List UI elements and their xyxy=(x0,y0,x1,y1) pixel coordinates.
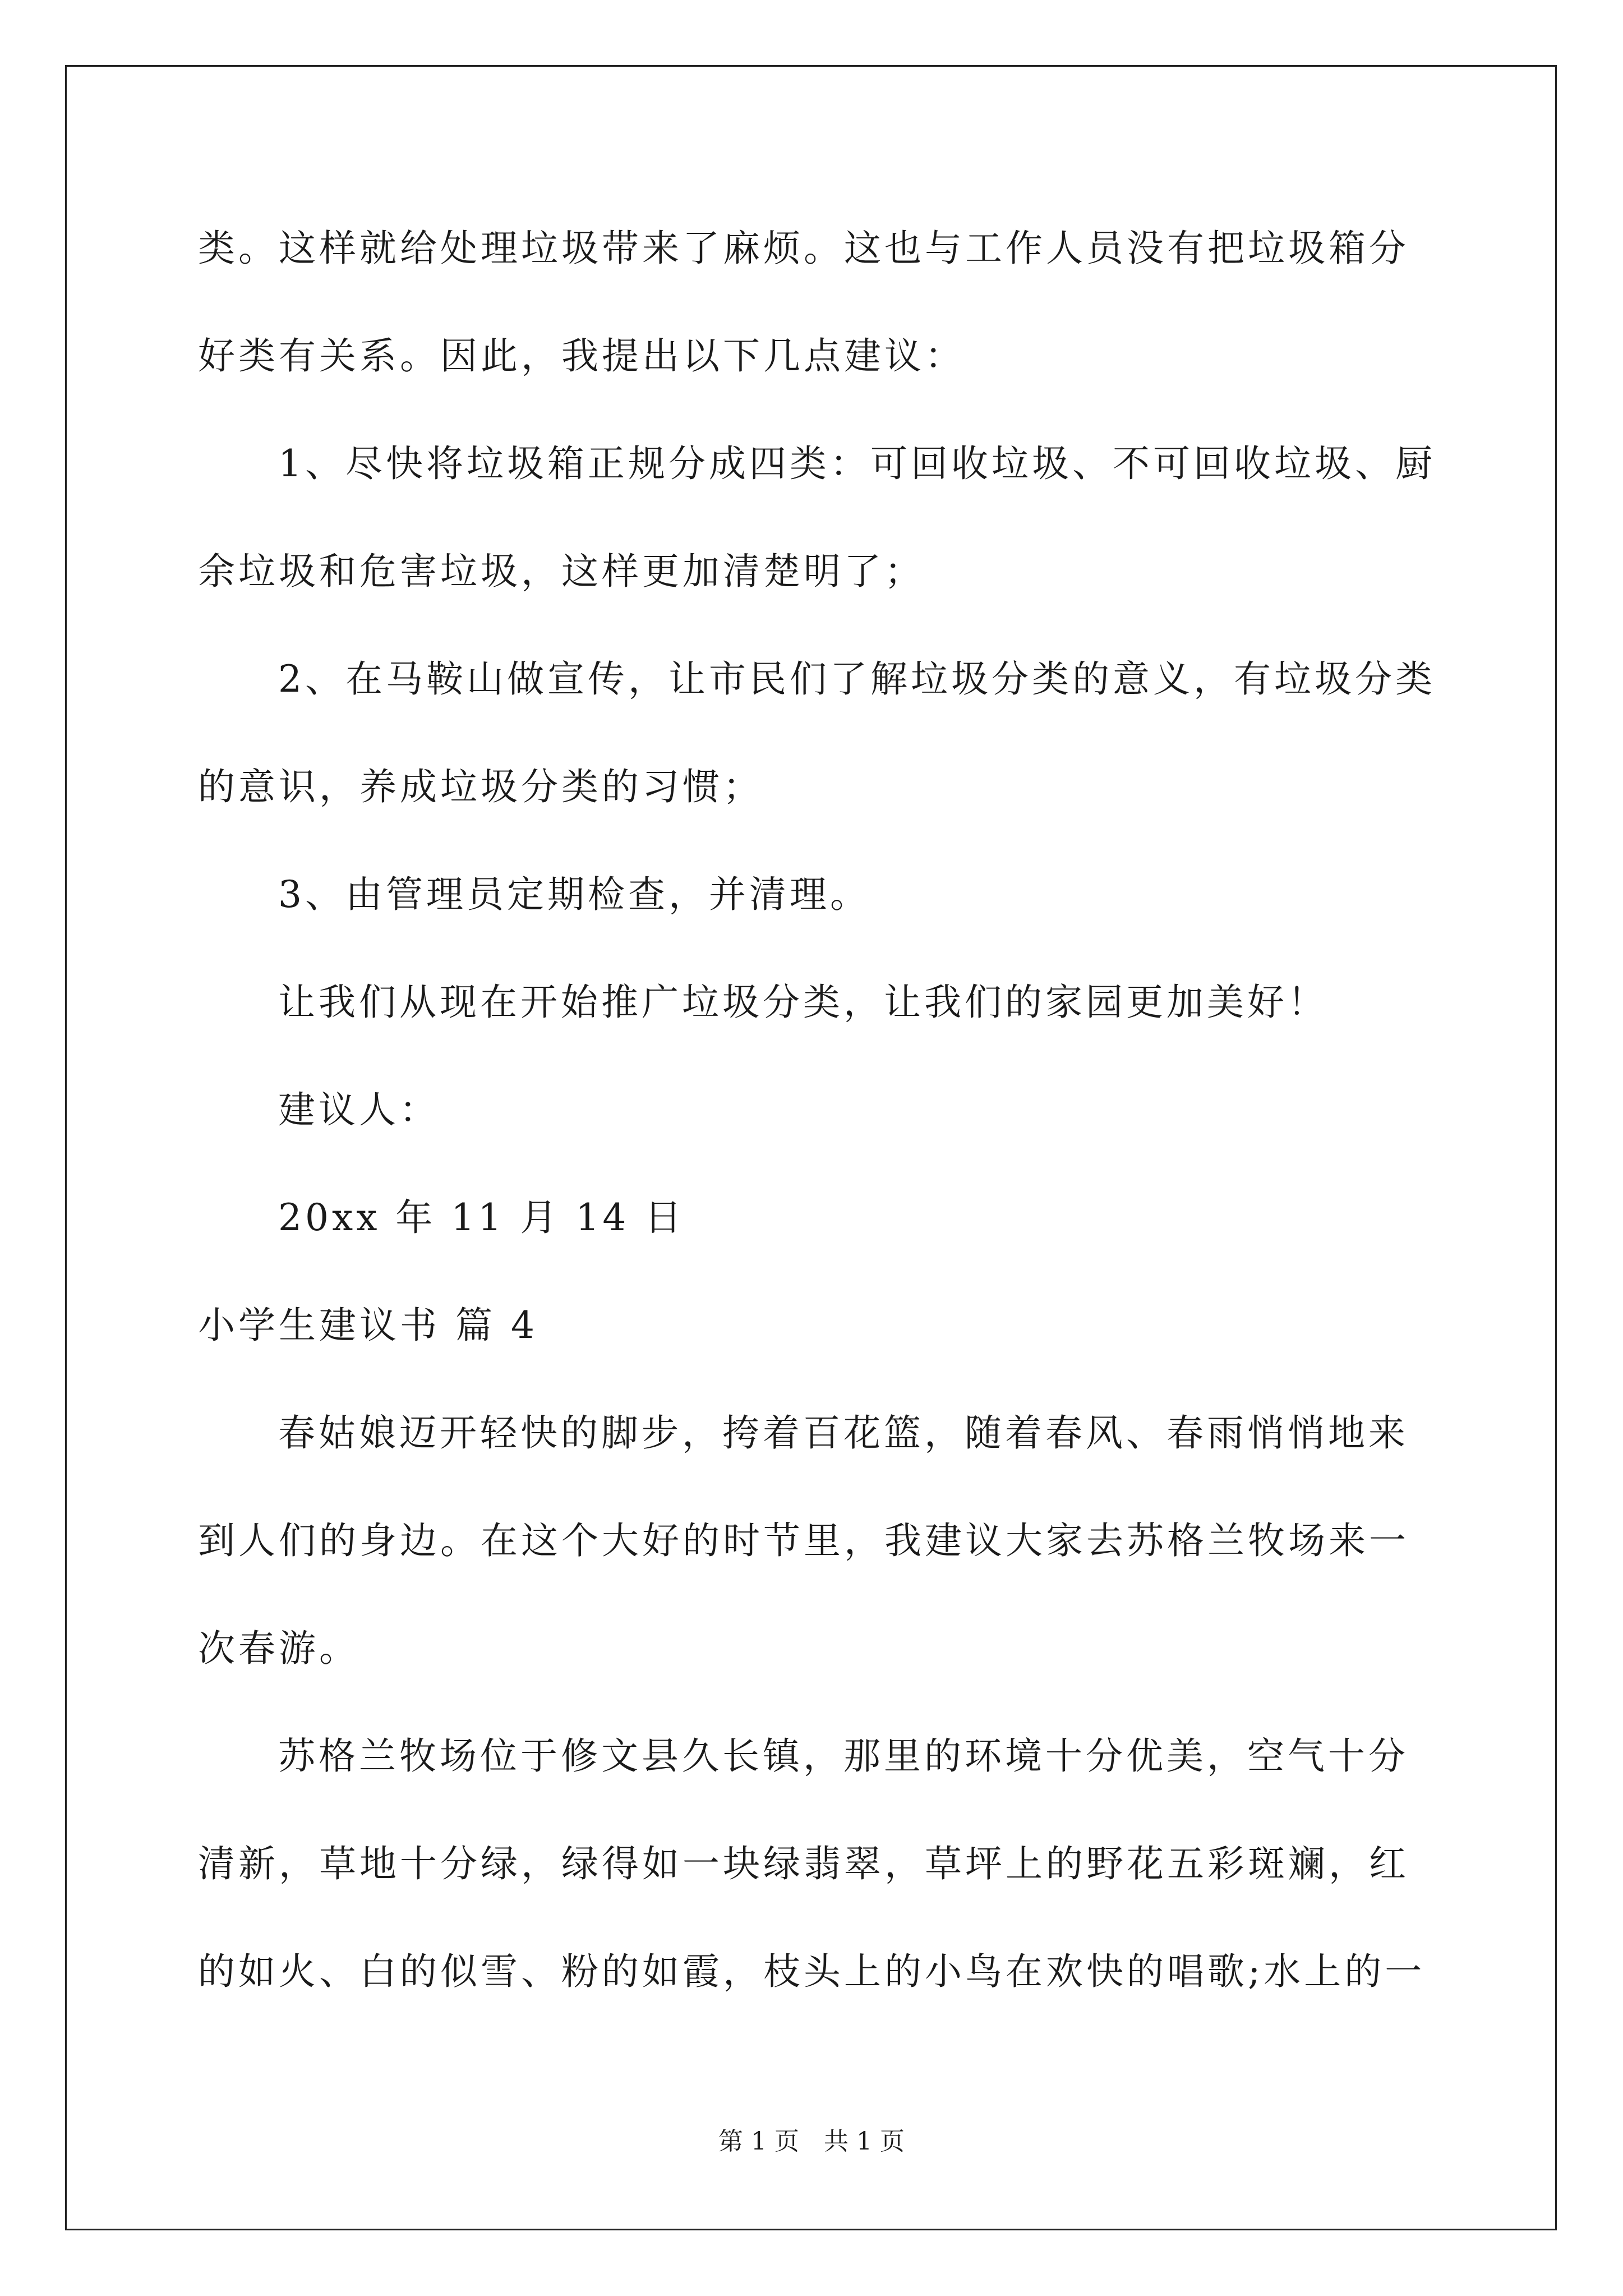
text-line: 到人们的身边。在这个大好的时节里，我建议大家去苏格兰牧场来一 xyxy=(198,1519,1409,1562)
text-line: 3、由管理员定期检查，并清理。 xyxy=(278,873,870,916)
text-line: 的意识，养成垃圾分类的习惯； xyxy=(198,765,763,808)
section-heading: 小学生建议书 篇 4 xyxy=(198,1304,538,1347)
text-line: 次春游。 xyxy=(198,1627,359,1670)
text-line: 20xx 年 11 月 14 日 xyxy=(278,1196,685,1239)
text-line: 春姑娘迈开轻快的脚步，挎着百花篮，随着春风、春雨悄悄地来 xyxy=(278,1411,1409,1455)
text-line: 苏格兰牧场位于修文县久长镇，那里的环境十分优美，空气十分 xyxy=(278,1734,1409,1778)
text-line: 清新，草地十分绿，绿得如一块绿翡翠，草坪上的野花五彩斑斓，红 xyxy=(198,1842,1409,1885)
text-line: 建议人： xyxy=(278,1088,440,1131)
text-line: 2、在马鞍山做宣传，让市民们了解垃圾分类的意义，有垃圾分类 xyxy=(278,657,1436,701)
page-border xyxy=(65,65,1557,2230)
text-line: 让我们从现在开始推广垃圾分类，让我们的家园更加美好！ xyxy=(278,981,1328,1024)
page-footer: 第 1 页 共 1 页 xyxy=(718,2127,905,2156)
text-line: 好类有关系。因此，我提出以下几点建议： xyxy=(198,334,965,378)
text-line: 1、尽快将垃圾箱正规分成四类：可回收垃圾、不可回收垃圾、厨 xyxy=(278,442,1436,485)
text-line: 余垃圾和危害垃圾，这样更加清楚明了； xyxy=(198,550,925,593)
text-line: 类。这样就给处理垃圾带来了麻烦。这也与工作人员没有把垃圾箱分 xyxy=(198,227,1409,270)
text-line: 的如火、白的似雪、粉的如霞，枝头上的小鸟在欢快的唱歌;水上的一 xyxy=(198,1950,1426,1993)
